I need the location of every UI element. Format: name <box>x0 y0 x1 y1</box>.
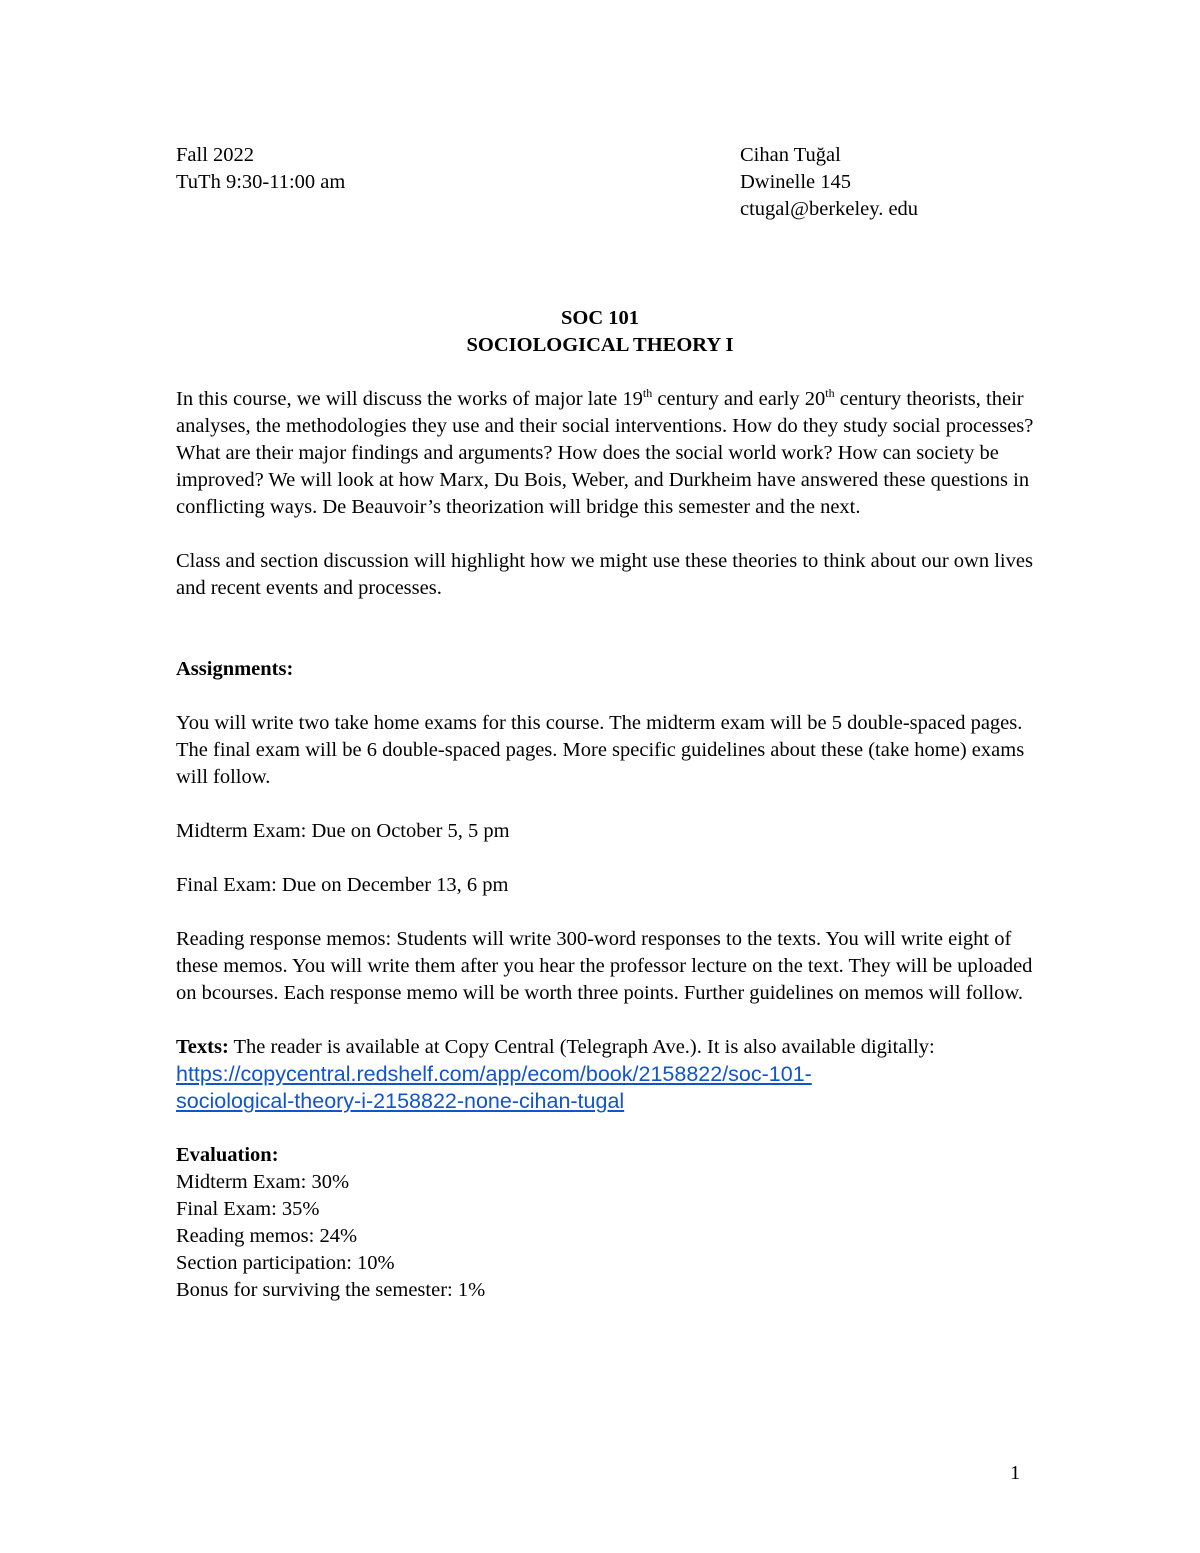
superscript-th: th <box>642 386 653 401</box>
evaluation-item: Section participation: 10% <box>176 1252 395 1274</box>
course-code: SOC 101 <box>560 307 640 329</box>
course-name: SOCIOLOGICAL THEORY I <box>466 334 734 356</box>
texts-label: Texts: <box>176 1036 229 1058</box>
syllabus-body <box>176 386 1036 1304</box>
page-number: 1 <box>1010 1462 1021 1484</box>
reader-link[interactable] <box>176 1061 1036 1115</box>
instructor-name: Cihan Tuğal <box>740 144 841 166</box>
memos-description: Reading response memos: Students will write 300-word responses to the texts. You will write eight of these memos. You will write them after you hear the professor lecture on the text. They will be uploaded on bcourses. Each response memo will be worth three points. Further guidelines on memos will follow. <box>176 928 1033 1004</box>
intro-text-a: In this course, we will discuss the works of major late 19 <box>176 388 643 410</box>
reader-link-line-1[interactable]: https://copycentral.redshelf.com/app/ecom/book/2158822/soc-101- <box>176 1062 812 1086</box>
intro-paragraph <box>176 386 1036 521</box>
schedule: TuTh 9:30-11:00 am <box>176 171 346 193</box>
assignments-heading: Assignments: <box>176 658 294 680</box>
midterm-due: Midterm Exam: Due on October 5, 5 pm <box>176 820 510 842</box>
evaluation-item: Final Exam: 35% <box>176 1198 320 1220</box>
course-title <box>0 305 1200 359</box>
evaluation-item: Bonus for surviving the semester: 1% <box>176 1279 486 1301</box>
discussion-paragraph: Class and section discussion will highlight how we might use these theories to think about our own lives and recent events and processes. <box>176 550 1033 599</box>
reader-link-line-2[interactable]: sociological-theory-i-2158822-none-cihan-tugal <box>176 1089 625 1113</box>
superscript-th: th <box>825 386 835 401</box>
texts-paragraph <box>176 1034 1036 1061</box>
instructor-info <box>740 142 918 223</box>
intro-text-c: century theorists, their analyses, the methodologies they use and their social interventions. How do they study social processes? What are their major findings and arguments? How does the social world work? How can society be improved? We will look at how Marx, Du Bois, Weber, and Durkheim have answered these questions in conflicting ways. De Beauvoir’s theorization will bridge this semester and the next. <box>176 388 1034 518</box>
assignments-description: You will write two take home exams for this course. The midterm exam will be 5 double-spaced pages. The final exam will be 6 double-spaced pages. More specific guidelines about these (take home) exams will follow. <box>176 712 1025 788</box>
evaluation-item: Midterm Exam: 30% <box>176 1171 350 1193</box>
final-due: Final Exam: Due on December 13, 6 pm <box>176 874 509 896</box>
instructor-email: ctugal@berkeley. edu <box>740 198 919 220</box>
office-location: Dwinelle 145 <box>740 171 852 193</box>
term: Fall 2022 <box>176 144 255 166</box>
texts-description: The reader is available at Copy Central (Telegraph Ave.). It is also available digitally: <box>228 1036 935 1058</box>
course-meta <box>176 142 345 196</box>
evaluation-heading: Evaluation: <box>176 1144 279 1166</box>
evaluation-item: Reading memos: 24% <box>176 1225 358 1247</box>
intro-text-b: century and early 20 <box>652 388 826 410</box>
